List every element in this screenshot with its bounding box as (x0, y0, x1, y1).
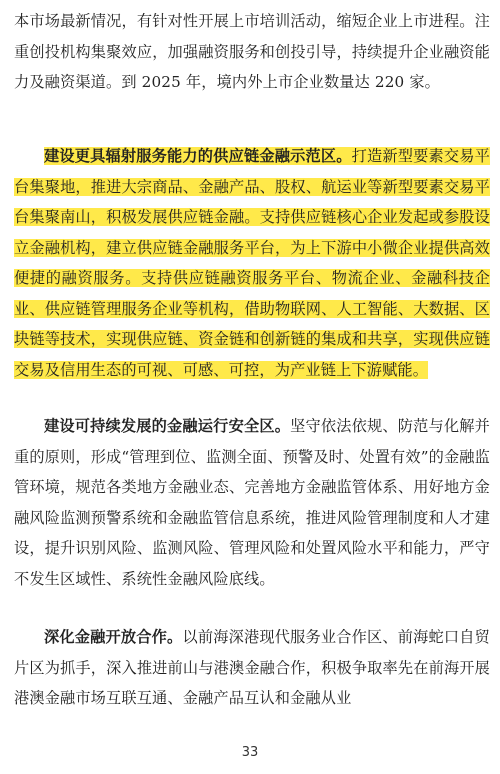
section-heading-supply-chain: 建设更具辐射服务能力的供应链金融示范区。 (44, 147, 352, 165)
paragraph-text: 以前海深港现代服务业合作区、前海蛇口自贸片区为抓手，深入推进前山与港澳金融合作，积极争取率先在前海开展港澳金融市场互联互通、金融产品互认和金融从业 (14, 628, 491, 707)
paragraph-supply-chain-finance (14, 141, 490, 385)
paragraph-text: 本市场最新情况，有针对性开展上市培训活动，缩短企业上市进程。注重创投机构集聚效应，加强融资服务和创投引导，持续提升企业融资能力及融资渠道。到 2025 年，境内外上市企业数量达 220 家。 (14, 12, 490, 91)
paragraph-financial-safety (14, 411, 490, 594)
highlighted-body-text: 打造新型要素交易平台集聚地，推进大宗商品、金融产品、股权、航运业等新型要素交易平台集聚南山，积极发展供应链金融。支持供应链核心企业发起或参股设立金融机构，建立供应链金融服务平台，为上下游中小微企业提供高效便捷的融资服务。支持供应链融资服务平台、物流企业、金融科技企业、供应链管理服务企业等机构，借助物联网、人工智能、大数据、区块链等技术，实现供应链、资金链和创新链的集成和共享，实现供应链交易及信用生态的可视、可感、可控，为产业链上下游赋能。 (14, 147, 490, 379)
paragraph-financial-opening (14, 622, 490, 714)
paragraph-text: 坚守依法依规、防范与化解并重的原则，形成“管理到位、监测全面、预警及时、处置有效”的金融监管环境，规范各类地方金融业态、完善地方金融监管体系、用好地方金融风险监测预警系统和金融监管信息系统，推进风险管理制度和人才建设，提升识别风险、监测风险、管理风险和处置风险水平和能力，严守不发生区域性、系统性金融风险底线。 (14, 417, 490, 588)
section-heading-opening: 深化金融开放合作。 (44, 628, 183, 646)
page-number: 33 (241, 745, 259, 760)
paragraph-listing-support (14, 6, 490, 98)
section-heading-safety-zone: 建设可持续发展的金融运行安全区。 (44, 417, 291, 435)
